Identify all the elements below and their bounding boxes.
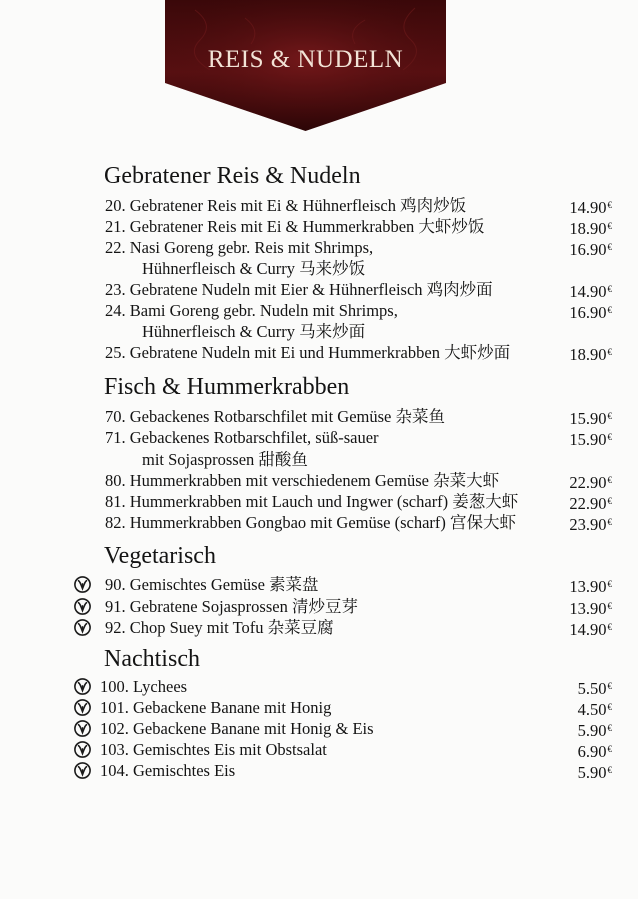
price-value: 22.90: [569, 473, 607, 492]
item-price: [578, 718, 612, 741]
currency-symbol: €: [607, 681, 612, 691]
price-value: 16.90: [569, 240, 607, 259]
currency-symbol: €: [607, 622, 612, 632]
item-name: 101. Gebackene Banane mit Honig: [100, 698, 332, 717]
currency-symbol: €: [607, 305, 612, 315]
price-value: 13.90: [569, 599, 607, 618]
item-price: [569, 406, 612, 429]
item-price: [569, 216, 612, 239]
item-name: 81. Hummerkrabben mit Lauch und Ingwer (scharf) 姜葱大虾: [105, 492, 519, 511]
price-value: 14.90: [569, 620, 607, 639]
vegetarian-icon: [74, 699, 91, 716]
price-value: 18.90: [569, 219, 607, 238]
price-value: 5.90: [577, 721, 607, 740]
item-name-continued: mit Sojasprossen 甜酸鱼: [142, 450, 308, 469]
item-price: [569, 512, 612, 535]
item-name: 90. Gemischtes Gemüse 素菜盘: [105, 575, 319, 594]
currency-symbol: €: [607, 221, 612, 231]
section-title: Nachtisch: [104, 646, 200, 672]
header-banner: [165, 0, 446, 131]
item-price: [569, 342, 612, 365]
price-value: 22.90: [569, 494, 607, 513]
currency-symbol: €: [607, 475, 612, 485]
currency-symbol: €: [607, 432, 612, 442]
price-value: 5.90: [577, 763, 607, 782]
item-price: [569, 596, 612, 619]
item-price: [569, 617, 612, 640]
item-name: 92. Chop Suey mit Tofu 杂菜豆腐: [105, 618, 334, 637]
section-title: Gebratener Reis & Nudeln: [104, 163, 361, 189]
price-value: 16.90: [569, 303, 607, 322]
price-value: 15.90: [569, 409, 607, 428]
item-name: 102. Gebackene Banane mit Honig & Eis: [100, 719, 374, 738]
section-title: Fisch & Hummerkrabben: [104, 374, 350, 400]
currency-symbol: €: [607, 347, 612, 357]
currency-symbol: €: [607, 744, 612, 754]
currency-symbol: €: [607, 601, 612, 611]
item-name: 22. Nasi Goreng gebr. Reis mit Shrimps,: [105, 238, 374, 257]
item-price: [569, 470, 612, 493]
item-name-continued: Hühnerfleisch & Curry 马来炒饭: [142, 259, 366, 278]
currency-symbol: €: [607, 496, 612, 506]
vegetarian-icon: [74, 741, 91, 758]
banner-title: REIS & NUDELN: [207, 46, 404, 73]
item-name: 103. Gemischtes Eis mit Obstsalat: [100, 740, 327, 759]
item-price: [578, 760, 612, 783]
item-price: [569, 300, 612, 323]
item-price: [578, 739, 612, 762]
price-value: 14.90: [569, 198, 607, 217]
item-price: [569, 491, 612, 514]
item-name: 71. Gebackenes Rotbarschfilet, süß-sauer: [105, 428, 379, 447]
currency-symbol: €: [607, 411, 612, 421]
section-title: Vegetarisch: [104, 543, 216, 569]
price-value: 18.90: [569, 345, 607, 364]
vegetarian-icon: [74, 762, 91, 779]
item-price: [578, 676, 612, 699]
vegetarian-icon: [74, 576, 91, 593]
price-value: 4.50: [577, 700, 607, 719]
currency-symbol: €: [607, 517, 612, 527]
item-name: 82. Hummerkrabben Gongbao mit Gemüse (scharf) 宫保大虾: [105, 513, 517, 532]
item-name: 100. Lychees: [100, 677, 188, 696]
currency-symbol: €: [607, 765, 612, 775]
item-name: 104. Gemischtes Eis: [100, 761, 236, 780]
item-price: [569, 427, 612, 450]
item-name: 70. Gebackenes Rotbarschfilet mit Gemüse 杂菜鱼: [105, 407, 445, 426]
item-price: [569, 195, 612, 218]
currency-symbol: €: [607, 702, 612, 712]
item-name: 20. Gebratener Reis mit Ei & Hühnerfleisch 鸡肉炒饭: [105, 196, 467, 215]
vegetarian-icon: [74, 720, 91, 737]
item-name: 25. Gebratene Nudeln mit Ei und Hummerkrabben 大虾炒面: [105, 343, 511, 362]
price-value: 14.90: [569, 282, 607, 301]
item-name: 24. Bami Goreng gebr. Nudeln mit Shrimps,: [105, 301, 398, 320]
item-price: [569, 574, 612, 597]
price-value: 23.90: [569, 515, 607, 534]
price-value: 13.90: [569, 577, 607, 596]
item-name: 80. Hummerkrabben mit verschiedenem Gemüse 杂菜大虾: [105, 471, 500, 490]
item-price: [569, 237, 612, 260]
vegetarian-icon: [74, 678, 91, 695]
item-name: 23. Gebratene Nudeln mit Eier & Hühnerfleisch 鸡肉炒面: [105, 280, 493, 299]
item-name-continued: Hühnerfleisch & Curry 马来炒面: [142, 322, 366, 341]
currency-symbol: €: [607, 200, 612, 210]
item-price: [578, 697, 612, 720]
currency-symbol: €: [607, 723, 612, 733]
item-name: 91. Gebratene Sojasprossen 清炒豆芽: [105, 597, 358, 616]
currency-symbol: €: [607, 284, 612, 294]
vegetarian-icon: [74, 598, 91, 615]
price-value: 5.50: [577, 679, 607, 698]
vegetarian-icon: [74, 619, 91, 636]
currency-symbol: €: [607, 579, 612, 589]
item-name: 21. Gebratener Reis mit Ei & Hummerkrabben 大虾炒饭: [105, 217, 485, 236]
price-value: 6.90: [577, 742, 607, 761]
currency-symbol: €: [607, 242, 612, 252]
price-value: 15.90: [569, 430, 607, 449]
item-price: [569, 279, 612, 302]
